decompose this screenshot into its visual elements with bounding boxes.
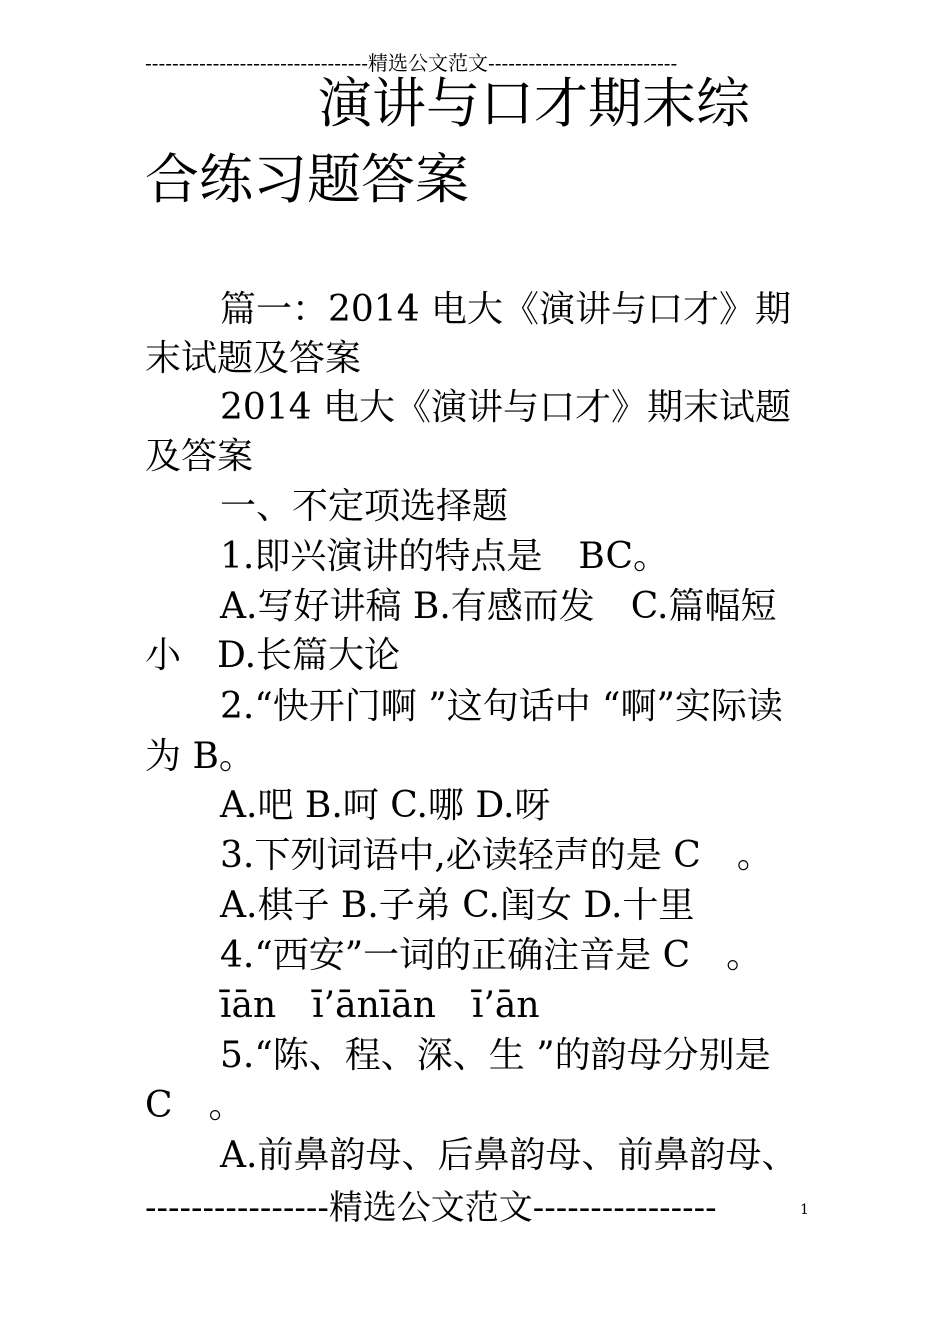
question-3-options: A.棋子 B.子弟 C.闺女 D.十里 bbox=[220, 885, 695, 926]
question-5-line-2: C 。 bbox=[145, 1085, 245, 1126]
document-title-line-1: 演讲与口才期末综 bbox=[318, 72, 750, 135]
question-2-options: A.吧 B.呵 C.哪 D.呀 bbox=[220, 785, 551, 826]
subtitle-line-1: 2014 电大《演讲与口才》期末试题 bbox=[220, 387, 792, 428]
question-1-options-line-1: A.写好讲稿 B.有感而发 C.篇幅短 bbox=[220, 586, 777, 627]
question-4: 4.“西安”一词的正确注音是 C 。 bbox=[220, 935, 763, 976]
question-2-line-2: 为 B。 bbox=[145, 736, 255, 777]
section-heading-line-2: 末试题及答案 bbox=[145, 338, 362, 379]
question-2-line-1: 2.“快开门啊 ”这句话中 “啊”实际读 bbox=[220, 686, 783, 727]
question-5-line-1: 5.“陈、程、深、生 ”的韵母分别是 bbox=[220, 1035, 771, 1076]
page-number: 1 bbox=[800, 1202, 809, 1218]
page-header: ---------------------------------精选公文范文---------------------------- bbox=[145, 51, 678, 75]
question-5-options-line-1: A.前鼻韵母、后鼻韵母、前鼻韵母、 bbox=[220, 1135, 798, 1176]
document-title-line-2: 合练习题答案 bbox=[145, 148, 469, 211]
question-1-options-line-2: 小 D.长篇大论 bbox=[145, 635, 401, 676]
question-4-options: īān ī’ānīān ī’ān bbox=[220, 985, 540, 1026]
subtitle-line-2: 及答案 bbox=[145, 436, 254, 477]
question-3: 3.下列词语中,必读轻声的是 C 。 bbox=[220, 835, 773, 876]
section-heading-line-1: 篇一：2014 电大《演讲与口才》期 bbox=[220, 289, 792, 330]
question-section-heading: 一、不定项选择题 bbox=[220, 486, 509, 527]
question-1: 1.即兴演讲的特点是 BC。 bbox=[220, 536, 670, 577]
page-footer: ----------------精选公文范文---------------- bbox=[145, 1188, 717, 1228]
